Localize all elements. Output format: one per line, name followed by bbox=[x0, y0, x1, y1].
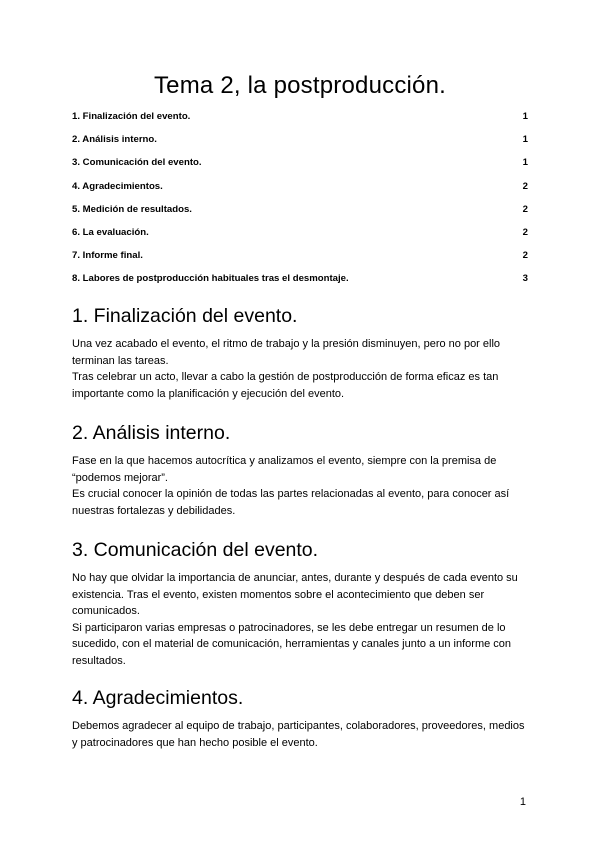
toc-entry-label: 3. Comunicación del evento. bbox=[72, 157, 202, 169]
toc-entry-page: 2 bbox=[522, 180, 528, 192]
section-heading: 2. Análisis interno. bbox=[72, 422, 231, 444]
toc-entry-label: 8. Labores de postproducción habituales tras el desmontaje. bbox=[72, 273, 349, 285]
toc-entry-label: 7. Informe final. bbox=[72, 250, 143, 262]
section-comunicacion bbox=[72, 538, 532, 669]
toc-entry-label: 1. Finalización del evento. bbox=[72, 111, 191, 122]
toc-entry-page: 3 bbox=[522, 273, 528, 285]
section-agradecimientos bbox=[72, 686, 532, 751]
paragraph: Fase en la que hacemos autocrítica y analizamos el evento, siempre con la premisa de “podemos mejorar”. bbox=[72, 455, 497, 484]
toc-entry-label: 4. Agradecimientos. bbox=[72, 180, 163, 192]
section-heading: 4. Agradecimientos. bbox=[72, 687, 244, 709]
paragraph: Una vez acabado el evento, el ritmo de trabajo y la presión disminuyen, pero no por ello terminan las tareas. bbox=[72, 338, 501, 367]
paragraph: No hay que olvidar la importancia de anunciar, antes, durante y después de cada evento su existencia. Tras el evento, existen momentos sobre el acontecimiento que deben ser comunicados. bbox=[72, 572, 518, 617]
toc-entry-page: 1 bbox=[522, 157, 528, 169]
paragraph: Si participaron varias empresas o patrocinadores, se les debe entregar un resumen de lo sucedido, con el material de comunicación, herramientas y canales junto a un informe con resultados. bbox=[72, 621, 512, 667]
toc-entry-page: 2 bbox=[522, 250, 528, 262]
toc-entry[interactable] bbox=[72, 156, 528, 179]
paragraph: Debemos agradecer al equipo de trabajo, participantes, colaboradores, proveedores, medios y patrocinadores que han hecho posible el evento. bbox=[72, 720, 525, 749]
toc-entry-label: 5. Medición de resultados. bbox=[72, 203, 192, 215]
section-body bbox=[72, 453, 532, 519]
toc-entry[interactable] bbox=[72, 133, 528, 156]
toc-entry[interactable] bbox=[72, 249, 528, 272]
section-heading: 3. Comunicación del evento. bbox=[72, 539, 319, 561]
section-analisis-interno bbox=[72, 421, 532, 519]
toc-entry-label: 2. Análisis interno. bbox=[72, 134, 157, 146]
toc-entry-page: 2 bbox=[522, 203, 528, 215]
toc-entry[interactable] bbox=[72, 180, 528, 203]
toc-entry-page: 1 bbox=[522, 111, 528, 122]
toc-entry[interactable] bbox=[72, 226, 528, 249]
section-body bbox=[72, 570, 532, 669]
document-title: Tema 2, la postproducción. bbox=[153, 72, 447, 99]
paragraph: Es crucial conocer la opinión de todas las partes relacionadas al evento, para conocer así nuestras fortalezas y debilidades. bbox=[72, 488, 510, 517]
table-of-contents bbox=[72, 110, 528, 296]
toc-entry-label: 6. La evaluación. bbox=[72, 226, 149, 238]
section-finalizacion bbox=[72, 304, 532, 402]
toc-entry-page: 1 bbox=[522, 134, 528, 146]
section-heading: 1. Finalización del evento. bbox=[72, 305, 298, 327]
toc-entry[interactable] bbox=[72, 272, 528, 295]
page-number: 1 bbox=[519, 796, 526, 808]
toc-entry-page: 2 bbox=[522, 226, 528, 238]
section-body bbox=[72, 336, 532, 402]
toc-entry[interactable] bbox=[72, 203, 528, 226]
toc-entry[interactable] bbox=[72, 110, 528, 133]
paragraph: Tras celebrar un acto, llevar a cabo la gestión de postproducción de forma eficaz es tan importante como la planificación y ejecución del evento. bbox=[72, 371, 499, 400]
section-body bbox=[72, 718, 532, 751]
